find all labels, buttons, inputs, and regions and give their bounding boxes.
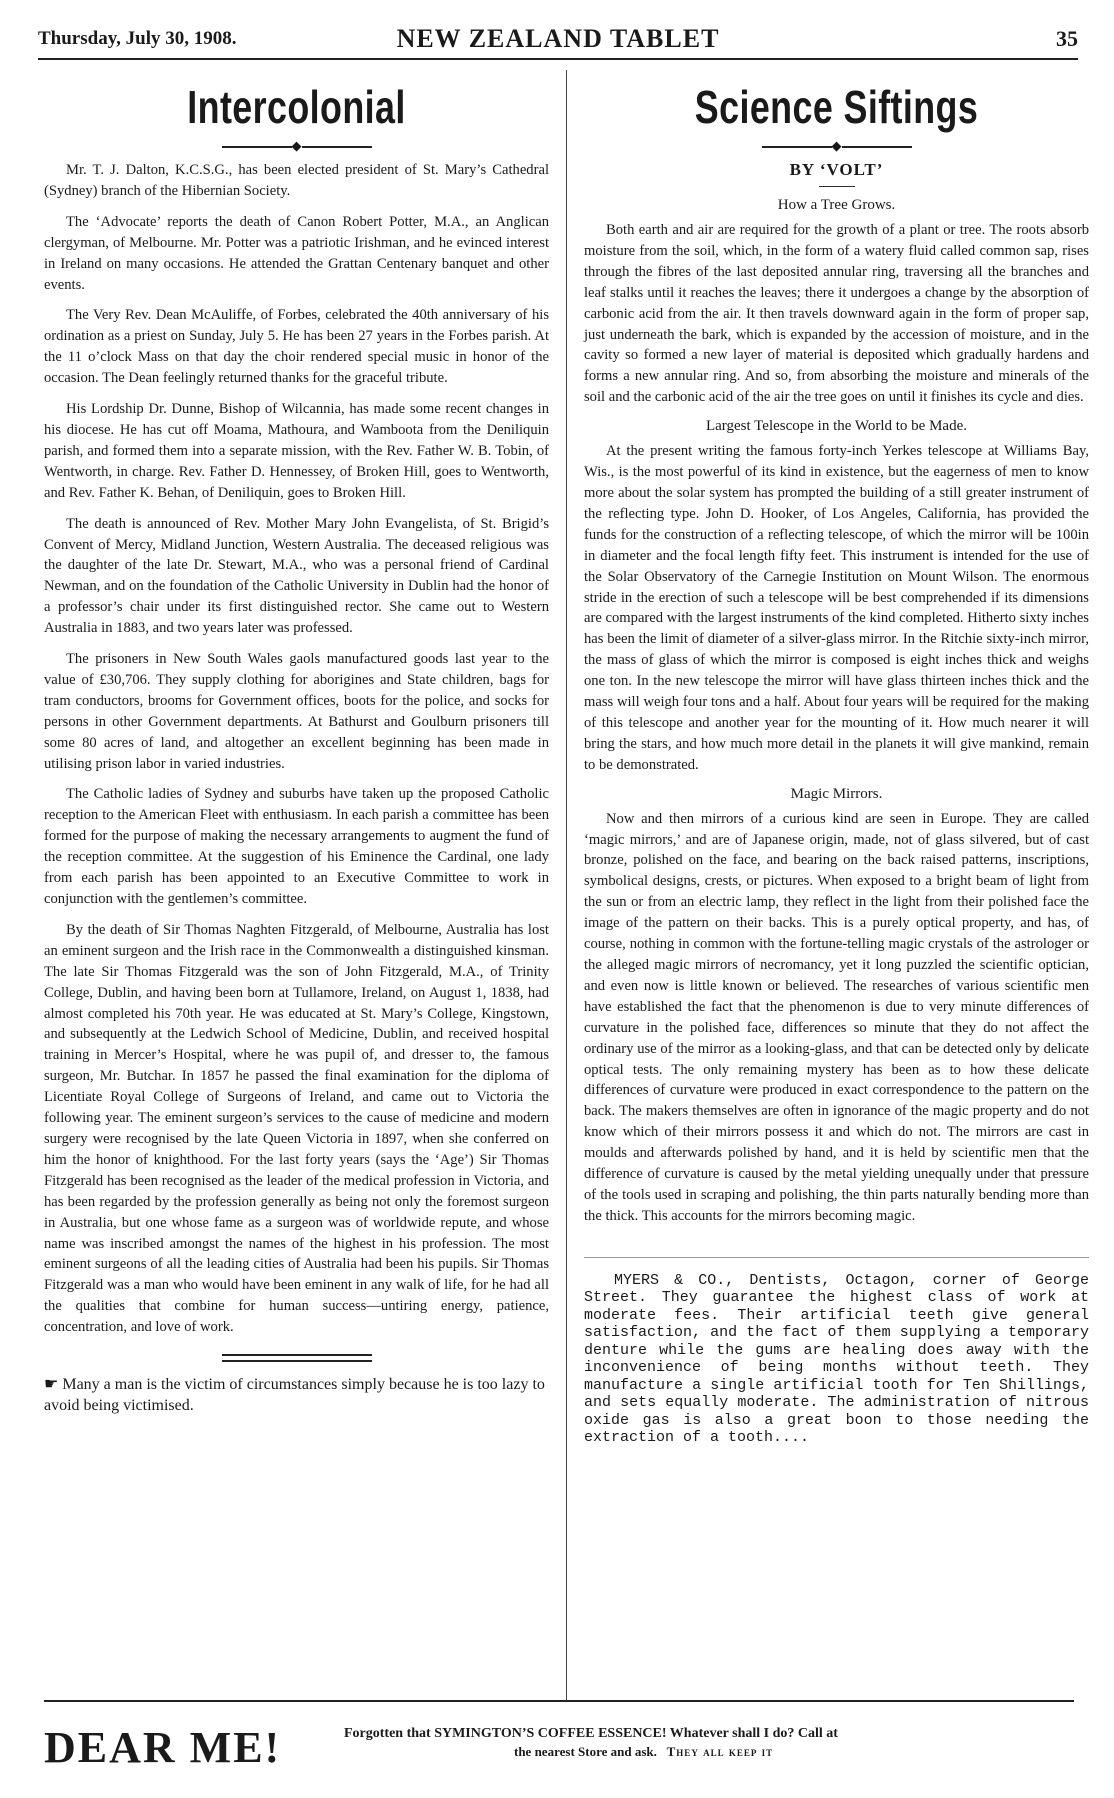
ornament-divider: ◆ — [44, 140, 549, 152]
news-paragraph: The ‘Advocate’ reports the death of Canon Robert Potter, M.A., an Anglican clergyman, of Melbourne. Mr. Potter was a patriotic Irishman, and he evinced interest in Ireland on many occasions. He attended the Grattan Centenary banquet and other events. — [44, 213, 549, 293]
science-paragraph: Both earth and air are required for the growth of a plant or tree. The roots absorb moisture from the soil, which, in the form of a watery fluid called common sap, rises through the fibres of the last deposited annular ring, traversing all the branches and leaf stalks until it reaches the leaves; there it undergoes a change by the absorption of carbonic acid from the air. It then travels downward again in the form of proper sap, just underneath the bark, which is expanded by the accession of moisture, and in the cavity so formed a new layer of material is deposited which gradually hardens and forms a new annular ring. And so, from absorbing the moisture and minerals of the soil and the carbonic acid of the air the tree goes on until it finishes its cycle and dies. — [584, 222, 1089, 406]
science-paragraph: Now and then mirrors of a curious kind are seen in Europe. They are called ‘magic mirrors,’ and are of Japanese origin, made, not of glass silvered, but of cast bronze, polished on the face, and bearing on the back raised patterns, inscriptions, symbolical designs, crests, or pictures. When exposed to a bright beam of light from the sun or from an electric lamp, they reflect in the light from their polished face the image of the pattern on their backs. This is a purely optical property, and has, of course, nothing in common with the fortune-telling magic crystals of the astrologer or the alleged magic mirrors of necromancy, yet it long puzzled the scientific optician, and even now is little known or believed. The researches of various scientific men have established the fact that the phenomenon is due to very minute differences of curvature in the polished face, differences so minute that they do not affect the ordinary use of the mirror as a looking-glass, and that can be detected only by delicate optical tests. The only remaining mystery has been as to how these delicate differences of curvature were produced in exact correspondence to the pattern on the back. The makers themselves are often in ignorance of the magic property and do not know which of their mirrors possess it and which do not. The mirrors are cast in moulds and afterwards polished by hand, and it is held by scientific men that the difference of curvature is caused by the metal yielding unequally under that pressure of the tools used in scraping and polishing, the thin parts naturally bending more than the thick. This accounts for the mirrors becoming magic. — [584, 810, 1089, 1224]
news-paragraph: By the death of Sir Thomas Naghten Fitzgerald, of Melbourne, Australia has lost an eminent surgeon and the Irish race in the Commonwealth a distinguished kinsman. The late Sir Thomas Fitzgerald was the son of John Fitzgerald, M.A., of Trinity College, Dublin, and having been born at Tullamore, Ireland, on August 1, 1838, had almost completed his 70th year. He was educated at St. Mary’s College, Kingstown, and subsequently at the Ledwich School of Medicine, Dublin, and received hospital training in Mercer’s Hospital, where he was pupil of, and dresser to, the famous surgeon, Mr. Butchar. In 1857 he passed the final examination for the diploma of Licentiate Royal College of Surgeons of Ireland, and came out to Victoria the following year. The eminent surgeon’s services to the cause of medicine and modern surgery were recognised by the late Queen Victoria in 1897, when she conferred on him the honor of knighthood. For the last forty years (says the ‘Age’) Sir Thomas Fitzgerald has been recognised as the leader of the medical profession in Victoria, and has been regarded by the profession generally as being not only the foremost surgeon in Australia, but one whose fame as a surgeon was of worldwide repute, and whose name was inscribed amongst the names of the highest in his profession. The most eminent surgeons of all the leading cities of Australia had been his pupils. Sir Thomas Fitzgerald was a man who would have been eminent in any walk of life, for he had all the qualities that combine for human success—untiring energy, patience, concentration, and love of work. — [44, 921, 549, 1336]
pointing-hand-icon: ☛ — [44, 1376, 59, 1394]
masthead-title: NEW ZEALAND TABLET — [396, 24, 720, 53]
news-paragraph: The prisoners in New South Wales gaols manufactured goods last year to the value of £30,706. They supply clothing for aborigines and State children, bags for tram conductors, brooms for Government offices, boots for the police, and socks for persons in other Government departments. At Bathurst and Goulburn prisoners till some 80 acres of land, and altogether an excellent beginning has been made in utilising prison labor in varied industries. — [44, 651, 549, 772]
footer-advertisement — [44, 1700, 1074, 1782]
advertisement-text: MYERS & CO., Dentists, Octagon, corner of George Street. They guarantee the highest class of work at moderate fees. Their artificial teeth give general satisfaction, and the fact of them supplying a temporary denture while the gums are healing does away with the inconvenience of being months without teeth. They manufacture a single artificial tooth for Ten Shillings, and sets equally moderate. The administration of nitrous oxide gas is also a great boon to those needing the extraction of a tooth.... — [584, 1271, 1089, 1447]
intercolonial-column — [44, 70, 549, 1416]
science-paragraph: At the present writing the famous forty-inch Yerkes telescope at Williams Bay, Wis., is the most powerful of its kind in existence, but the eagerness of men to know more about the solar system has prompted the building of a still greater instrument of the reflecting type. John D. Hooker, of Los Angeles, California, has provided the funds for the construction of a reflecting telescope, of which the mirror will be 100in in diameter and the focal length fifty feet. This instrument is intended for the use of the Solar Observatory of the Carnegie Institution on Mount Wilson. The enormous stride in the erection of such a telescope will be best comprehended if its dimensions are compared with the largest instruments of the kind completed. Hitherto sixty inches has been the limit of diameter of a silver-glass mirror. In the Ritchie sixty-inch mirror, the mass of glass of which the mirror is composed is eight inches thick and weighs one ton. In the new telescope the mirror will have glass thirteen inches thick and the mass will weigh four tons and a half. About four years will be required for the making of this telescope and another year for the mounting of it. How much nearer it will bring the stars, and how much more detail in the planets it will give mankind, remain to be demonstrated. — [584, 443, 1089, 773]
news-paragraph: The death is announced of Rev. Mother Mary John Evangelista, of St. Brigid’s Convent of Mercy, Midland Junction, Western Australia. The deceased religious was the daughter of the late Dr. Stewart, M.A., who was a personal friend of Cardinal Newman, and on the foundation of the Catholic University in Dublin had the honor of a professor’s chair under its first distinguished rector. She came out to Western Australia in 1883, and two years later was professed. — [44, 515, 549, 637]
news-paragraph: Mr. T. J. Dalton, K.C.S.G., has been elected president of St. Mary’s Cathedral (Sydney) branch of the Hibernian Society. — [44, 162, 549, 199]
column-divider — [566, 70, 567, 1700]
dentist-advertisement — [584, 1257, 1089, 1447]
subheading: How a Tree Grows. — [777, 197, 896, 213]
filler-text: Many a man is the victim of circumstances simply because he is too lazy to avoid being victimised. — [44, 1376, 545, 1415]
issue-date: Thursday, July 30, 1908. — [38, 28, 237, 49]
page-number: 35 — [1056, 26, 1078, 51]
subheading: Magic Mirrors. — [790, 785, 883, 802]
double-rule-divider — [222, 1354, 372, 1362]
byline: BY ‘VOLT’ — [789, 160, 884, 179]
section-title-science: Science Siftings — [694, 81, 979, 133]
news-paragraph: The Very Rev. Dean McAuliffe, of Forbes, celebrated the 40th anniversary of his ordination as a priest on Sunday, July 5. He has been 27 years in the Forbes parish. At the 11 o’clock Mass on that day the choir rendered special music in honor of the occasion. The Dean feelingly returned thanks for the graceful tribute. — [44, 307, 549, 387]
section-title-intercolonial: Intercolonial — [187, 81, 406, 133]
footer-line-2 — [514, 1744, 773, 1760]
subheading: Largest Telescope in the World to be Made. — [705, 418, 967, 435]
page-header — [38, 22, 1078, 60]
news-paragraph: His Lordship Dr. Dunne, Bishop of Wilcannia, has made some recent changes in his diocese. He has cut off Moama, Mathoura, and Wamboota from the Deniliquin parish, and formed them into a separate mission, with the Rev. Father W. B. Tobin, of Wentworth, in charge. Rev. Father D. Hennessey, of Broken Hill, goes to Wentworth, and Rev. Father K. Behan, of Deniliquin, goes to Broken Hill. — [44, 401, 549, 501]
footer-line-2-a: the nearest Store and ask. — [514, 1744, 657, 1759]
filler-paragraph — [44, 1374, 549, 1416]
footer-headline: DEAR ME! — [44, 1723, 282, 1772]
ornament-divider: ◆ — [584, 140, 1089, 152]
news-paragraph: The Catholic ladies of Sydney and suburbs have taken up the proposed Catholic reception to the American Fleet with enthusiasm. In each parish a committee has been formed for the purpose of making the necessary arrangements to augment the fund of the reception committee. At the suggestion of his Eminence the Cardinal, one lady from each parish has been appointed to an Executive Committee to work in conjunction with the gentlemen’s committee. — [44, 786, 549, 907]
footer-line-2-b: They all keep it — [666, 1744, 774, 1759]
footer-line-1: Forgotten that SYMINGTON’S COFFEE ESSENCE! Whatever shall I do? Call at — [344, 1726, 838, 1741]
short-rule — [819, 186, 855, 187]
science-column — [584, 70, 1089, 1447]
